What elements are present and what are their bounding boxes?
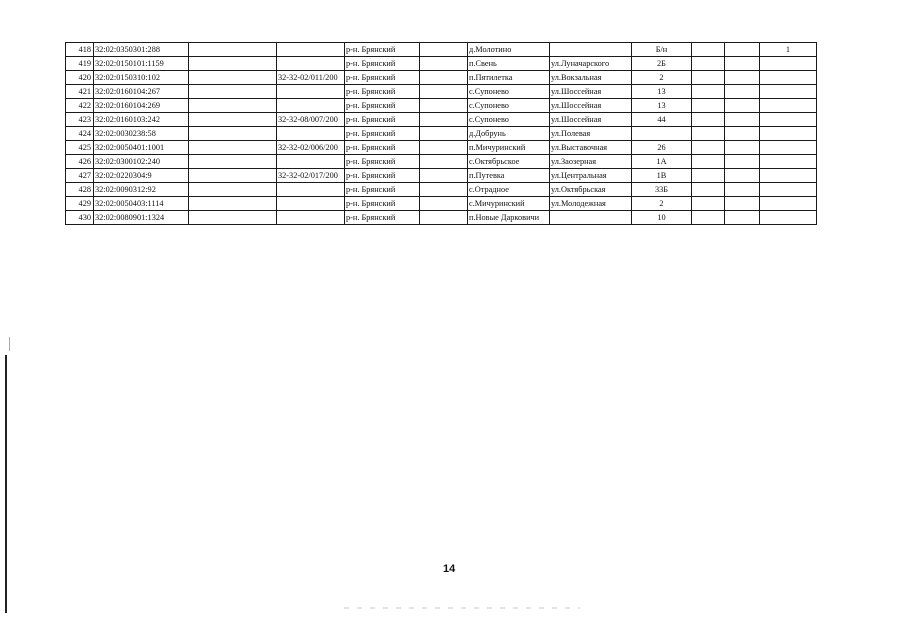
street-cell: ул.Вокзальная [550,71,632,85]
table-row [66,169,817,183]
street-cell: ул.Октябрьская [550,183,632,197]
cadastral-number-cell: 32:02:0050403:1114 [94,197,189,211]
extra-value-cell [760,99,817,113]
extra-value-cell [760,211,817,225]
house-number-cell: 2Б [632,57,692,71]
row-number-cell: 418 [66,43,94,57]
table-row [66,211,817,225]
locality-cell: с.Супонево [468,113,550,127]
empty-cell [420,113,468,127]
empty-cell [420,85,468,99]
empty-cell [189,127,277,141]
street-cell [550,43,632,57]
empty-cell [692,141,725,155]
empty-cell [189,211,277,225]
table-row [66,183,817,197]
locality-cell: с.Октябрьское [468,155,550,169]
empty-cell [692,197,725,211]
district-cell: р-н. Брянский [345,99,420,113]
empty-cell [189,169,277,183]
table-row [66,85,817,99]
empty-cell [725,155,760,169]
empty-cell [189,155,277,169]
locality-cell: п.Путевка [468,169,550,183]
empty-cell [692,57,725,71]
empty-cell [692,169,725,183]
registration-number-cell: 32-32-02/006/200 [277,141,345,155]
registration-number-cell [277,127,345,141]
empty-cell [725,197,760,211]
empty-cell [420,197,468,211]
empty-cell [692,85,725,99]
empty-cell [420,99,468,113]
empty-cell [420,141,468,155]
district-cell: р-н. Брянский [345,85,420,99]
row-number-cell: 430 [66,211,94,225]
empty-cell [189,113,277,127]
street-cell [550,211,632,225]
empty-cell [189,43,277,57]
cadastral-number-cell: 32:02:0150101:1159 [94,57,189,71]
extra-value-cell [760,183,817,197]
house-number-cell: 2 [632,197,692,211]
house-number-cell: 10 [632,211,692,225]
empty-cell [692,183,725,197]
extra-value-cell [760,169,817,183]
empty-cell [189,85,277,99]
extra-value-cell [760,127,817,141]
scan-noise-dots [340,607,580,609]
locality-cell: п.Пятилетка [468,71,550,85]
street-cell: ул.Молодежная [550,197,632,211]
cadastral-number-cell: 32:02:0150310:102 [94,71,189,85]
district-cell: р-н. Брянский [345,183,420,197]
registration-number-cell [277,155,345,169]
locality-cell: с.Отрадное [468,183,550,197]
empty-cell [692,127,725,141]
district-cell: р-н. Брянский [345,141,420,155]
registration-number-cell [277,99,345,113]
empty-cell [725,43,760,57]
empty-cell [189,71,277,85]
registry-table [65,42,817,225]
locality-cell: д.Добрунь [468,127,550,141]
empty-cell [725,99,760,113]
row-number-cell: 421 [66,85,94,99]
street-cell: ул.Полевая [550,127,632,141]
district-cell: р-н. Брянский [345,155,420,169]
scan-edge-mark-faint [9,337,10,351]
district-cell: р-н. Брянский [345,197,420,211]
table-row [66,113,817,127]
empty-cell [189,57,277,71]
empty-cell [420,57,468,71]
extra-value-cell: 1 [760,43,817,57]
locality-cell: с.Супонево [468,99,550,113]
district-cell: р-н. Брянский [345,127,420,141]
table-row [66,141,817,155]
empty-cell [725,127,760,141]
registration-number-cell [277,85,345,99]
table-row [66,99,817,113]
scan-edge-mark [5,355,7,613]
extra-value-cell [760,113,817,127]
house-number-cell: 1А [632,155,692,169]
registration-number-cell [277,211,345,225]
cadastral-number-cell: 32:02:0160103:242 [94,113,189,127]
row-number-cell: 425 [66,141,94,155]
house-number-cell: 44 [632,113,692,127]
empty-cell [692,71,725,85]
empty-cell [189,141,277,155]
empty-cell [725,169,760,183]
locality-cell: п.Свень [468,57,550,71]
empty-cell [420,211,468,225]
locality-cell: с.Супонево [468,85,550,99]
page-number: 14 [443,563,456,575]
row-number-cell: 423 [66,113,94,127]
empty-cell [420,43,468,57]
empty-cell [420,183,468,197]
table-row [66,127,817,141]
empty-cell [725,211,760,225]
district-cell: р-н. Брянский [345,169,420,183]
table-row [66,197,817,211]
locality-cell: д.Молотино [468,43,550,57]
table-row [66,155,817,169]
registry-body [66,43,817,225]
street-cell: ул.Луначарского [550,57,632,71]
cadastral-number-cell: 32:02:0300102:240 [94,155,189,169]
row-number-cell: 426 [66,155,94,169]
extra-value-cell [760,155,817,169]
registration-number-cell [277,43,345,57]
empty-cell [420,169,468,183]
empty-cell [189,183,277,197]
table-row [66,57,817,71]
locality-cell: п.Новые Дарковичи [468,211,550,225]
street-cell: ул.Шоссейная [550,113,632,127]
empty-cell [420,127,468,141]
empty-cell [692,43,725,57]
cadastral-number-cell: 32:02:0220304:9 [94,169,189,183]
empty-cell [725,141,760,155]
registration-number-cell: 32-32-08/007/200 [277,113,345,127]
row-number-cell: 424 [66,127,94,141]
district-cell: р-н. Брянский [345,71,420,85]
district-cell: р-н. Брянский [345,43,420,57]
empty-cell [692,211,725,225]
empty-cell [725,85,760,99]
district-cell: р-н. Брянский [345,211,420,225]
house-number-cell: 1В [632,169,692,183]
house-number-cell: 33Б [632,183,692,197]
empty-cell [725,183,760,197]
district-cell: р-н. Брянский [345,113,420,127]
row-number-cell: 420 [66,71,94,85]
street-cell: ул.Выставочная [550,141,632,155]
row-number-cell: 422 [66,99,94,113]
row-number-cell: 428 [66,183,94,197]
house-number-cell: 26 [632,141,692,155]
house-number-cell: Б/н [632,43,692,57]
empty-cell [692,113,725,127]
empty-cell [725,113,760,127]
extra-value-cell [760,57,817,71]
extra-value-cell [760,141,817,155]
extra-value-cell [760,197,817,211]
empty-cell [189,197,277,211]
house-number-cell: 2 [632,71,692,85]
empty-cell [692,155,725,169]
row-number-cell: 429 [66,197,94,211]
cadastral-number-cell: 32:02:0050401:1001 [94,141,189,155]
street-cell: ул.Шоссейная [550,85,632,99]
locality-cell: с.Мичуринский [468,197,550,211]
cadastral-number-cell: 32:02:0350301:288 [94,43,189,57]
empty-cell [420,155,468,169]
registration-number-cell: 32-32-02/017/200 [277,169,345,183]
cadastral-number-cell: 32:02:0090312:92 [94,183,189,197]
cadastral-number-cell: 32:02:0160104:267 [94,85,189,99]
empty-cell [725,57,760,71]
street-cell: ул.Центральная [550,169,632,183]
row-number-cell: 419 [66,57,94,71]
registration-number-cell [277,197,345,211]
street-cell: ул.Шоссейная [550,99,632,113]
locality-cell: п.Мичуринский [468,141,550,155]
empty-cell [725,71,760,85]
row-number-cell: 427 [66,169,94,183]
house-number-cell: 13 [632,99,692,113]
empty-cell [420,71,468,85]
house-number-cell [632,127,692,141]
registration-number-cell [277,57,345,71]
street-cell: ул.Заозерная [550,155,632,169]
extra-value-cell [760,71,817,85]
cadastral-number-cell: 32:02:0030238:58 [94,127,189,141]
empty-cell [692,99,725,113]
cadastral-number-cell: 32:02:0080901:1324 [94,211,189,225]
house-number-cell: 13 [632,85,692,99]
table-row [66,71,817,85]
table-row [66,43,817,57]
cadastral-number-cell: 32:02:0160104:269 [94,99,189,113]
empty-cell [189,99,277,113]
registration-number-cell [277,183,345,197]
extra-value-cell [760,85,817,99]
district-cell: р-н. Брянский [345,57,420,71]
registration-number-cell: 32-32-02/011/200 [277,71,345,85]
